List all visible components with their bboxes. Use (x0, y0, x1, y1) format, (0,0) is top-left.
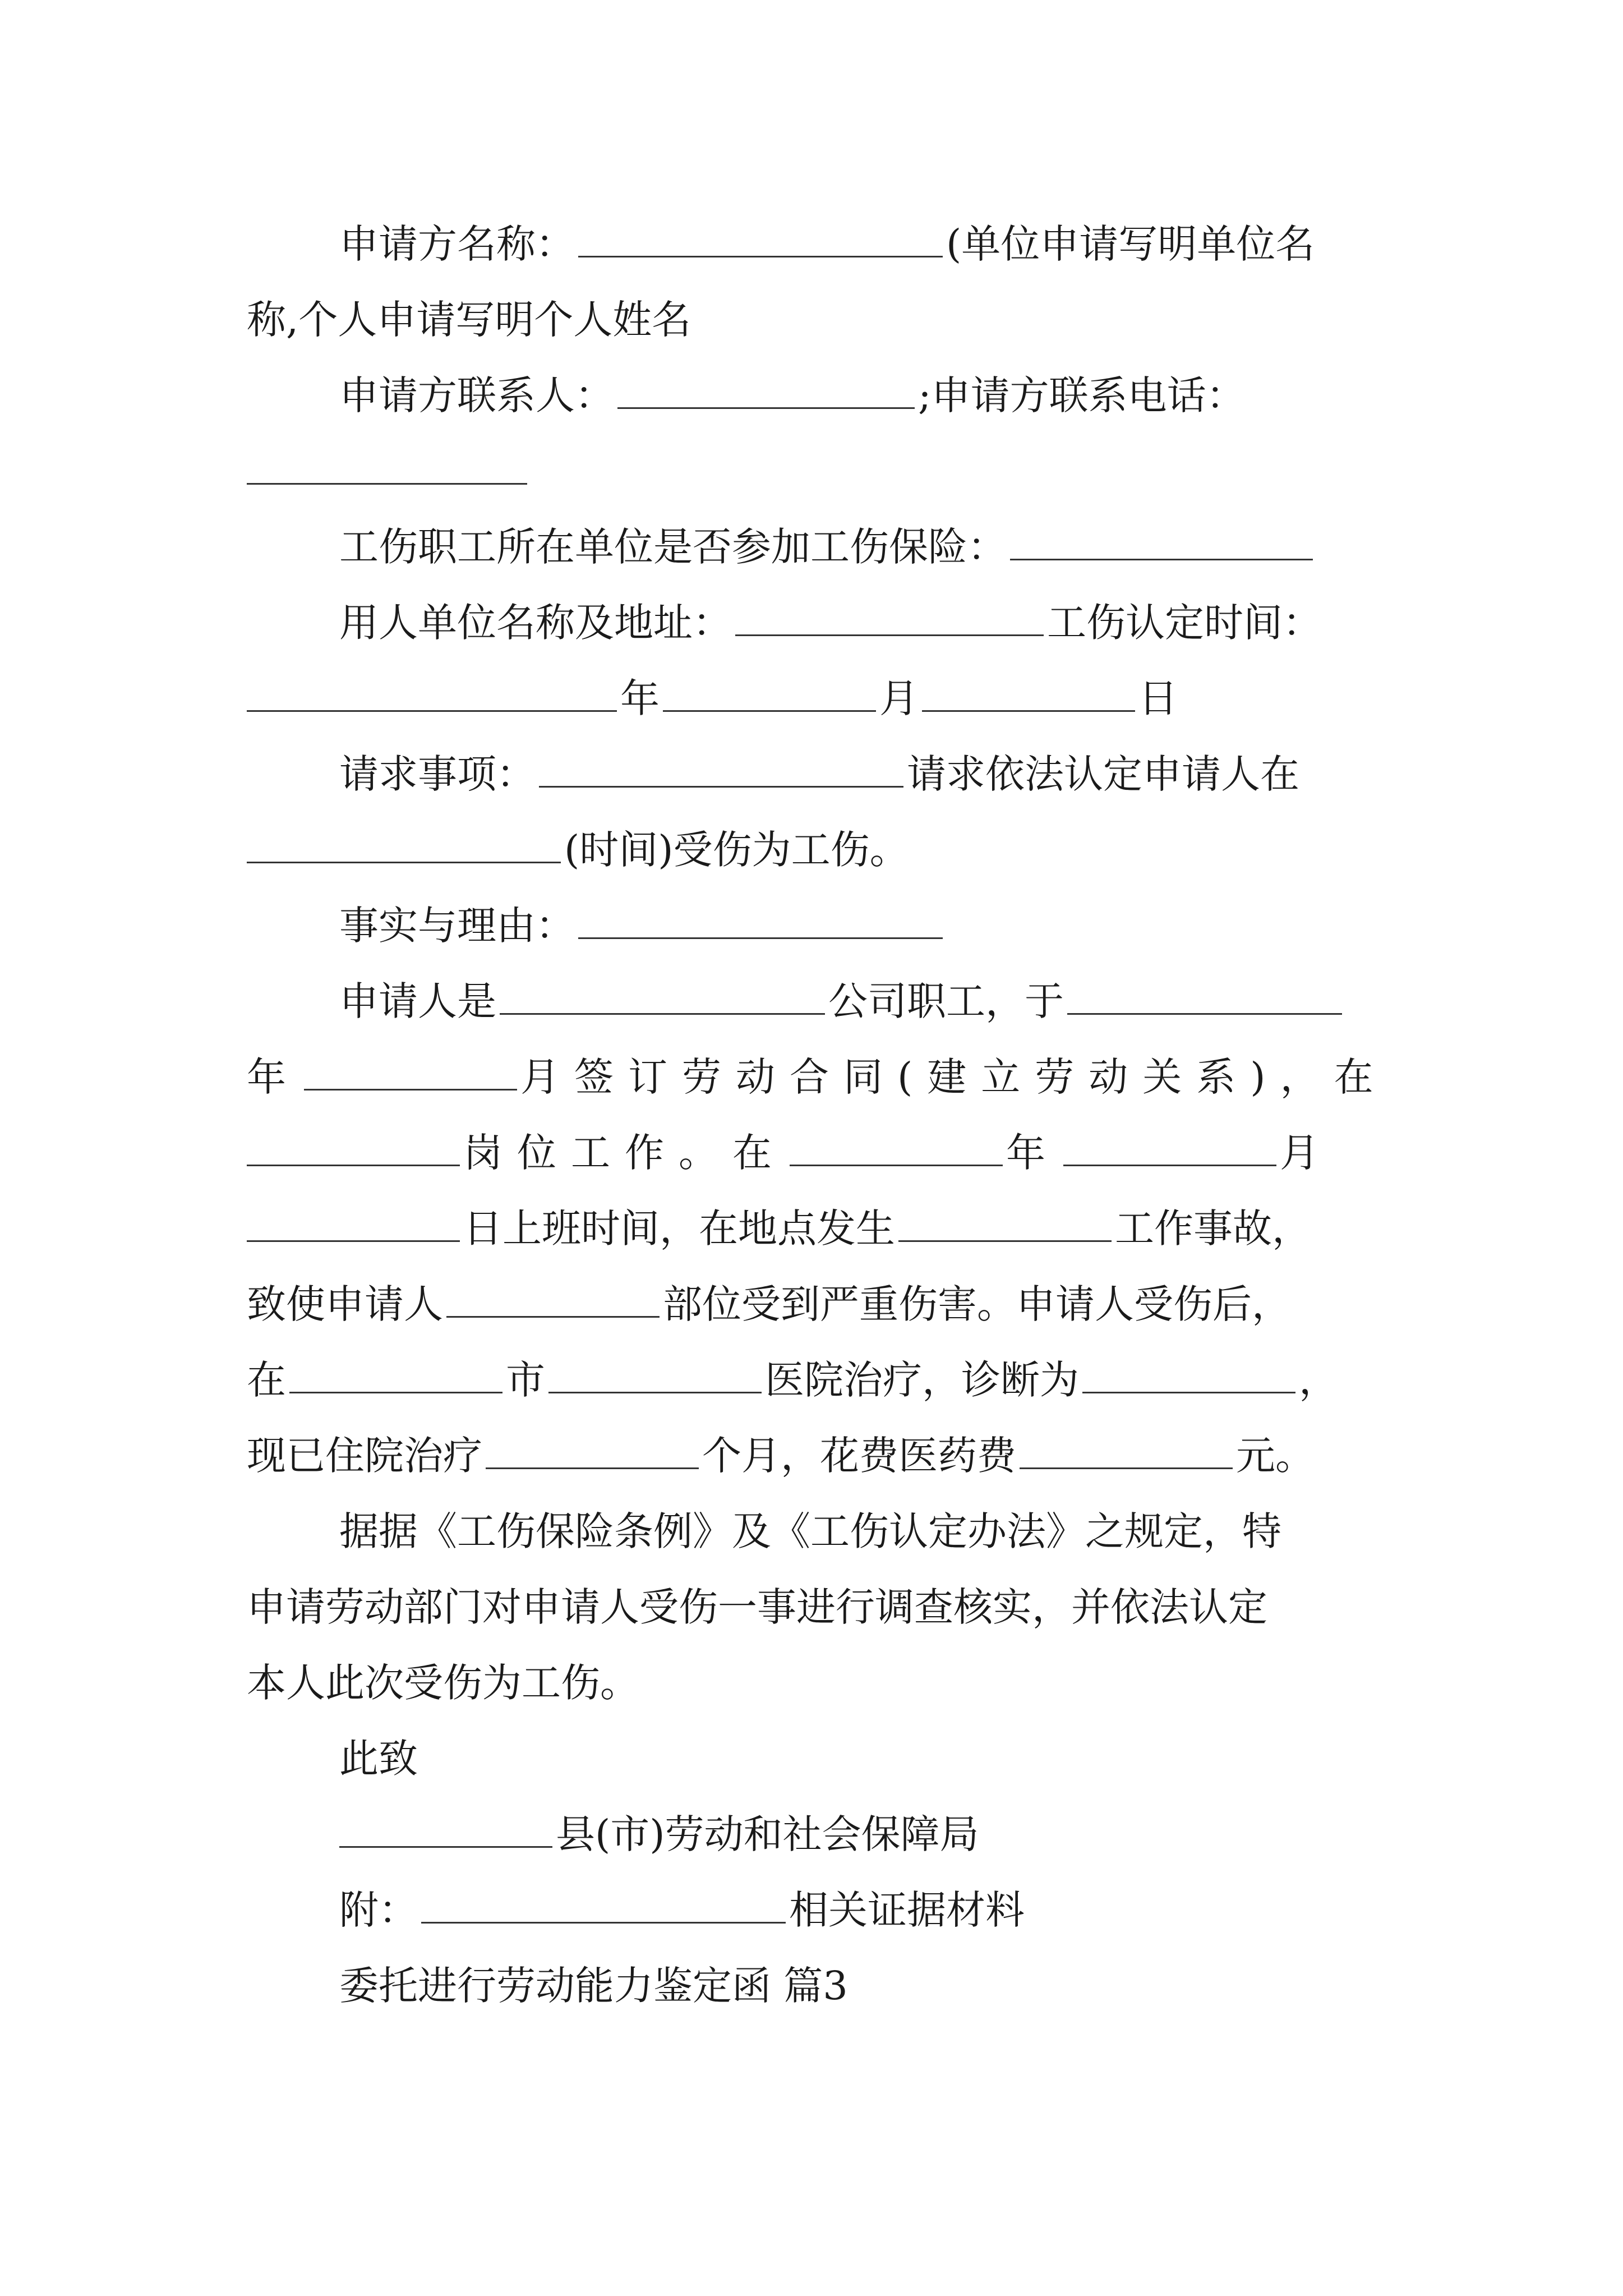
note-applicant-name: (单位申请写明单位名 (946, 221, 1315, 267)
label-insurance: 工伤职工所在单位是否参加工伤保险： (339, 524, 1007, 570)
label-month: 月 (879, 675, 919, 721)
blank-months[interactable] (486, 1465, 699, 1469)
applicant-name-note-line (247, 292, 691, 348)
text-basis-1: 据据《工伤保险条例》及《工伤认定办法》之规定，特 (339, 1508, 1281, 1554)
request-line (339, 746, 1299, 802)
text-at: 在 (247, 1357, 286, 1403)
insurance-line (339, 519, 1316, 575)
basis-line-2 (247, 1579, 1267, 1635)
label-contact: 申请方联系人： (339, 372, 614, 418)
facts-para-4 (247, 1200, 1311, 1257)
label-year: 年 (620, 675, 660, 721)
facts-para-6 (247, 1352, 1338, 1408)
blank-post[interactable] (247, 1162, 460, 1166)
blank-body-part[interactable] (446, 1314, 660, 1318)
label-applicant-name: 申请方名称： (339, 221, 575, 267)
blank-company[interactable] (500, 1011, 825, 1015)
text-company-staff: 公司职工，于 (828, 978, 1064, 1024)
blank-cost[interactable] (1020, 1465, 1233, 1469)
text-city: 市 (506, 1357, 545, 1403)
phone-blank-line (247, 443, 531, 499)
facts-para-7 (247, 1428, 1315, 1484)
text-contract: 月签订劳动合同(建立劳动关系)，在 (520, 1054, 1388, 1100)
facts-para-1 (339, 973, 1345, 1029)
blank-hospital[interactable] (548, 1389, 762, 1393)
label-request: 请求事项： (339, 751, 536, 797)
blank-phone[interactable] (247, 481, 527, 485)
label-employer: 用人单位名称及地址： (339, 600, 732, 646)
blank-year[interactable] (247, 708, 617, 712)
text-work-time: 日上班时间，在地点发生 (463, 1205, 895, 1251)
text-cause: 致使申请人 (247, 1281, 443, 1327)
text-recipient: 县(市)劳动和社会保障局 (556, 1811, 979, 1857)
facts-para-2 (247, 1049, 1388, 1105)
blank-sign-year[interactable] (1067, 1011, 1342, 1015)
applicant-name-line (339, 216, 1315, 272)
request-time-line (247, 822, 909, 878)
blank-accident-day[interactable] (247, 1238, 460, 1242)
basis-line-3 (247, 1655, 639, 1711)
blank-accident-month[interactable] (1063, 1162, 1276, 1166)
label-day: 日 (1138, 675, 1178, 721)
blank-contact[interactable] (617, 405, 915, 409)
text-month-2: 月 (1280, 1130, 1319, 1176)
request-text: 请求依法认定申请人在 (907, 751, 1299, 797)
label-attachment: 附： (339, 1887, 418, 1933)
blank-employer[interactable] (735, 632, 1044, 636)
text-salutation: 此致 (339, 1736, 418, 1782)
text-injury: 部位受到严重伤害。申请人受伤后， (663, 1281, 1291, 1327)
blank-insurance[interactable] (1010, 556, 1313, 560)
label-facts: 事实与理由： (339, 903, 575, 949)
text-basis-3: 本人此次受伤为工伤。 (247, 1660, 639, 1706)
blank-city[interactable] (289, 1389, 502, 1393)
text-year: 年 (247, 1054, 301, 1100)
label-phone: ;申请方联系电话： (918, 372, 1246, 418)
blank-county[interactable] (339, 1844, 552, 1848)
text-next-title: 委托进行劳动能力鉴定函 篇3 (339, 1963, 848, 2009)
blank-request[interactable] (539, 784, 903, 788)
attachment-line (339, 1882, 1025, 1938)
blank-month[interactable] (663, 708, 876, 712)
text-yuan: 元。 (1236, 1433, 1315, 1479)
recipient-line (339, 1806, 979, 1862)
text-evidence: 相关证据材料 (789, 1887, 1025, 1933)
text-year-2: 年 (1006, 1130, 1060, 1176)
blank-accident-type[interactable] (898, 1238, 1112, 1242)
blank-day[interactable] (922, 708, 1135, 712)
blank-applicant-name[interactable] (578, 254, 943, 257)
blank-attachment[interactable] (421, 1920, 786, 1924)
employer-line (339, 595, 1322, 651)
text-diagnosis: 医院治疗，诊断为 (765, 1357, 1079, 1403)
contact-line (339, 367, 1246, 424)
text-accident: 工作事故， (1115, 1205, 1311, 1251)
text-cost: 个月，花费医药费 (702, 1433, 1016, 1479)
blank-facts[interactable] (578, 935, 943, 939)
text-post: 岗位工作。在 (463, 1130, 786, 1176)
text-basis-2: 申请劳动部门对申请人受伤一事进行调查核实，并依法认定 (247, 1584, 1267, 1630)
next-section-title (339, 1958, 848, 2014)
note-continuation: 称,个人申请写明个人姓名 (247, 297, 691, 343)
label-injury-time: 工伤认定时间： (1047, 600, 1322, 646)
text-applicant-is: 申请人是 (339, 978, 496, 1024)
text-hospitalized: 现已住院治疗 (247, 1433, 482, 1479)
salutation-line (339, 1731, 418, 1787)
blank-diagnosis[interactable] (1082, 1389, 1295, 1393)
facts-para-3 (247, 1125, 1319, 1181)
facts-line (339, 898, 946, 954)
text-comma: ， (1299, 1357, 1338, 1403)
request-text-end: (时间)受伤为工伤。 (564, 827, 909, 873)
blank-time[interactable] (247, 859, 561, 863)
blank-accident-year[interactable] (790, 1162, 1003, 1166)
date-line (247, 670, 1178, 726)
basis-line-1 (339, 1503, 1281, 1559)
blank-sign-month[interactable] (304, 1087, 517, 1091)
facts-para-5 (247, 1276, 1291, 1332)
